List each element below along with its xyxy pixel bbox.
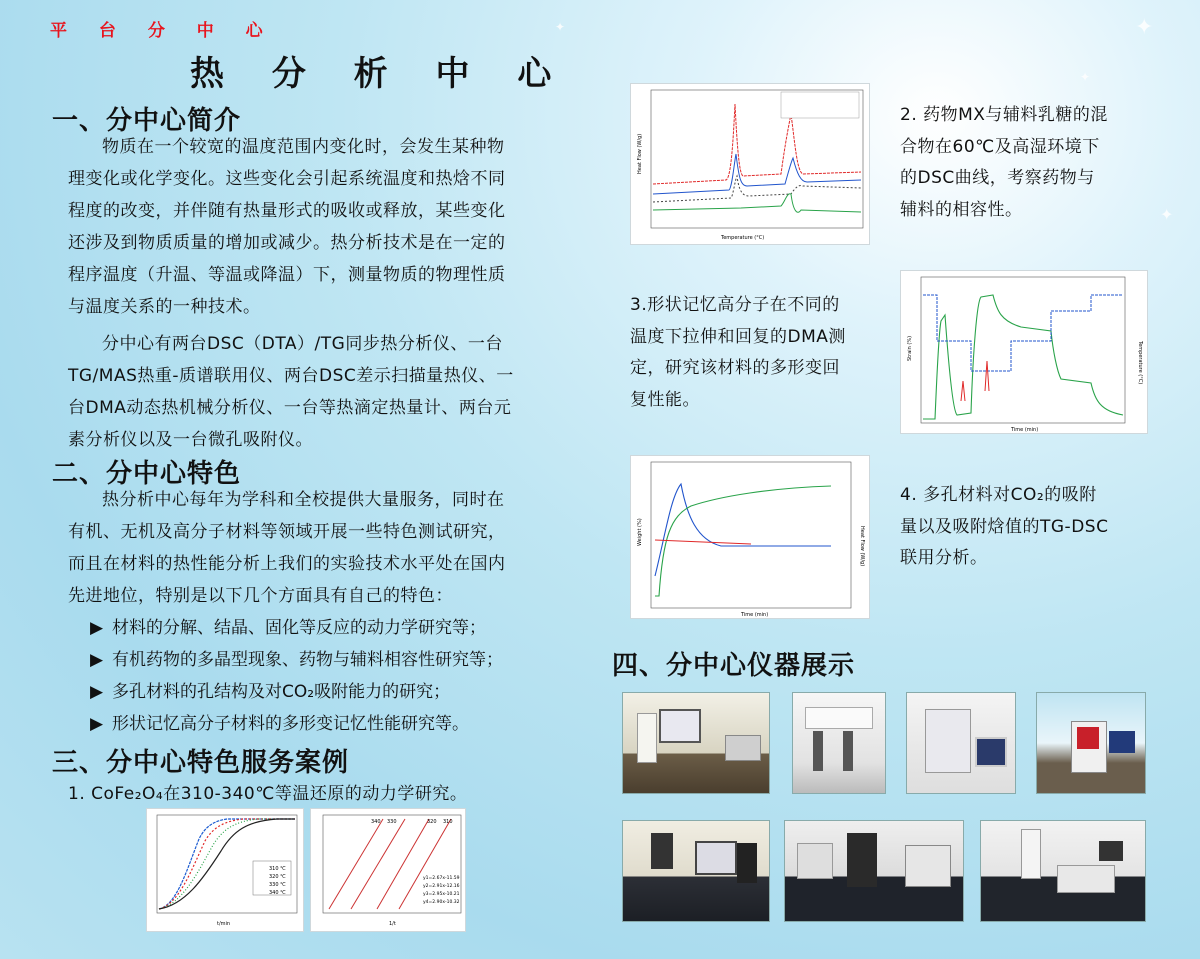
dsc-chart [631,84,869,244]
text-line: 与温度关系的一种技术。 [68,297,261,317]
axis-label: Time (min) [1011,427,1039,433]
text-line: 量以及吸附焓值的TG-DSC [900,516,1109,537]
axis-label: Time (min) [741,612,769,618]
axis-label: Weight (%) [637,518,643,546]
dsc-figure [630,83,870,245]
text-line: 素分析仪以及一台微孔吸附仪。 [68,430,313,450]
case3-caption [630,290,846,416]
monitor-icon [695,841,737,875]
dma-figure [900,270,1148,434]
axis-label: t/min [217,921,231,927]
text-line: 复性能。 [630,389,700,410]
section2-heading: 二、分中心特色 [52,459,242,489]
case1-caption: 1. CoFe₂O₄在310-340℃等温还原的动力学研究。 [68,784,468,804]
series-label: 320 [427,819,437,825]
section1-heading: 一、分中心简介 [52,106,242,136]
list-item: ▶ 有机药物的多晶型现象、药物与辅料相容性研究等； [90,644,503,676]
text-line: TG/MAS热重-质谱联用仪、两台DSC差示扫描量热仪、一 [68,366,514,386]
axis-label: 1/t [389,921,396,927]
instrument-photo [792,692,886,794]
axis-label: Temperature (°C) [721,235,765,241]
triangle-right-icon: ▶ [90,682,104,702]
triangle-right-icon: ▶ [90,618,104,638]
text-line: 4. 多孔材料对CO₂的吸附 [900,485,1097,505]
text-line: 联用分析。 [900,548,988,568]
fit-equation: y2=2.91x-12.16 [423,884,460,889]
text-line: 理变化或化学变化。这些变化会引起系统温度和热焓不同 [68,169,506,189]
legend-entry: 320 ℃ [269,874,286,880]
series-label: 330 [387,819,397,825]
kinetics-curve-figure [146,808,304,932]
text-line: 辅料的相容性。 [900,199,1023,220]
instrument-photo [784,820,964,922]
text-line: 台DMA动态热机械分析仪、一台等热滴定热量计、两台元 [68,398,512,418]
text-line: 程序温度（升温、等温或降温）下，测量物质的物理性质 [68,265,506,285]
tg-dsc-chart [631,456,869,618]
text-line: 有机、无机及高分子材料等领域开展一些特色测试研究， [68,522,506,542]
axis-label: Heat Flow (W/g) [859,526,865,567]
instrument-photo [622,692,770,794]
list-item: ▶ 多孔材料的孔结构及对CO₂吸附能力的研究； [90,676,503,708]
sparkle-icon: ✦ [555,20,566,34]
series-label: 340 [371,819,381,825]
platform-tag: 平 台 分 中 心 [50,21,276,41]
text-line: 先进地位，特别是以下几个方面具有自己的特色： [68,586,453,606]
kinetics-fit-figure [310,808,466,932]
section4-heading: 四、分中心仪器展示 [612,651,856,681]
legend-entry: 330 ℃ [269,882,286,888]
case2-caption [900,100,1108,226]
sparkle-icon: ✦ [1160,205,1174,224]
text-line: 温度下拉伸和回复的DMA测 [630,326,846,347]
instrument-photo [980,820,1146,922]
fit-equation: y3=2.95x-10.21 [423,892,460,897]
text-line: 定，研究该材料的多形变回 [630,358,840,378]
instrument-photo [622,820,770,922]
tg-dsc-figure [630,455,870,619]
monitor-icon [659,709,701,743]
text-line: 程度的改变，并伴随有热量形式的吸收或释放，某些变化 [68,201,506,221]
axis-label: Temperature (°C) [1137,341,1143,385]
legend-entry: 340 ℃ [269,890,286,896]
instrument-photo [906,692,1016,794]
text-line: 物质在一个较宽的温度范围内变化时，会发生某种物 [102,137,505,157]
text-line: 2. 药物MX与辅料乳糖的混 [900,105,1108,125]
fit-equation: y1=2.67x-11.59 [423,876,460,881]
text-line: 3.形状记忆高分子在不同的 [630,295,840,315]
list-item: ▶ 材料的分解、结晶、固化等反应的动力学研究等； [90,612,503,644]
kinetics-fit-chart [311,809,465,931]
text-line: 热分析中心每年为学科和全校提供大量服务，同时在 [102,490,505,510]
triangle-right-icon: ▶ [90,650,104,670]
fit-equation: y4=2.90x-10.32 [423,900,460,905]
axis-label: Heat Flow (W/g) [637,133,643,174]
text-line: 而且在材料的热性能分析上我们的实验技术水平处在国内 [68,554,506,574]
legend-entry: 310 ℃ [269,866,286,872]
case4-caption [900,480,1108,575]
axis-label: Strain (%) [907,335,913,361]
section2-text [68,484,608,612]
text-line: 分中心有两台DSC（DTA）/TG同步热分析仪、一台 [102,334,503,354]
kinetics-curve-chart [147,809,303,931]
sparkle-icon: ✦ [1080,70,1091,84]
page-title: 热 分 析 中 心 [190,54,570,94]
list-item: ▶ 形状记忆高分子材料的多形变记忆性能研究等。 [90,708,503,740]
instrument-photo [1036,692,1146,794]
series-label: 310 [443,819,453,825]
triangle-right-icon: ▶ [90,714,104,734]
section3-heading: 三、分中心特色服务案例 [52,748,350,778]
text-line: 的DSC曲线，考察药物与 [900,168,1095,188]
dma-chart [901,271,1147,433]
sparkle-icon: ✦ [1135,15,1154,40]
text-line: 还涉及到物质质量的增加或减少。热分析技术是在一定的 [68,233,506,253]
feature-list [90,612,503,740]
section1-intro [68,131,608,456]
text-line: 合物在60℃及高湿环境下 [900,136,1100,157]
